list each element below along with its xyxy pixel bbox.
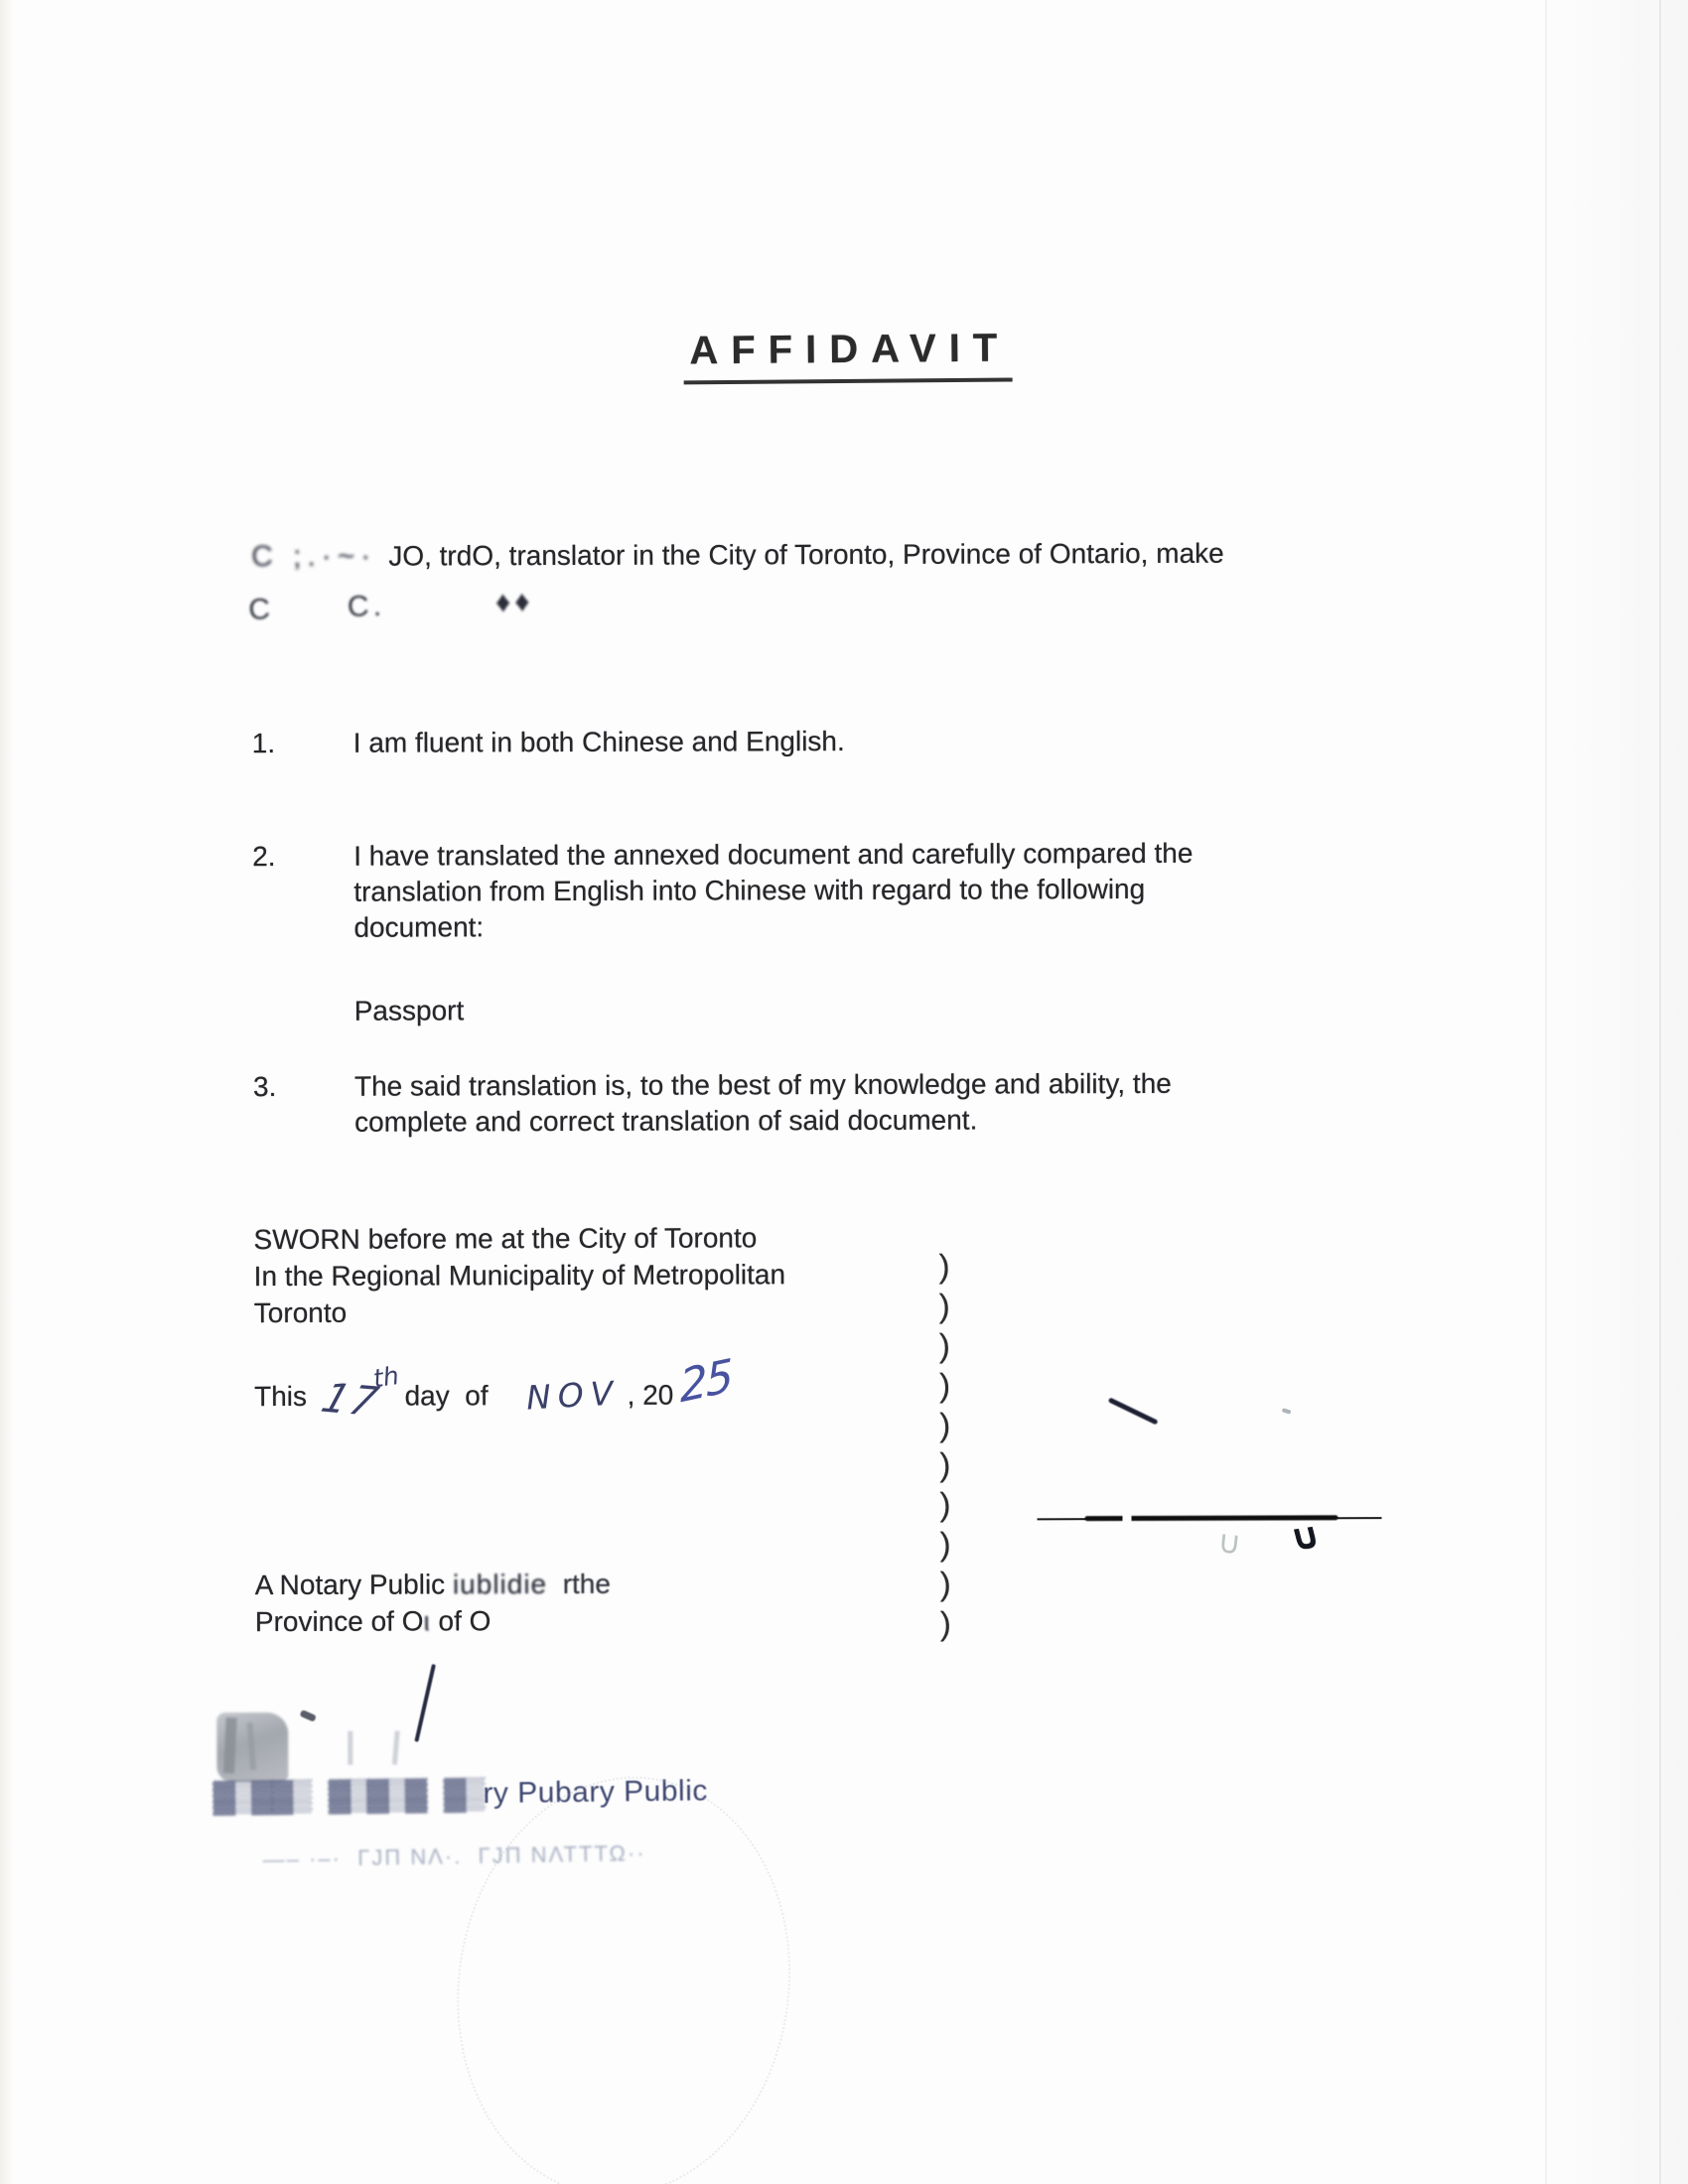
intro-paragraph (251, 536, 1224, 575)
item-text: The said translation is, to the best of my knowledge and ability, the complete and correct translation of said document. (353, 1067, 1172, 1138)
notary-title-block (255, 1566, 611, 1640)
numbered-item (253, 1065, 1365, 1141)
handwritten-day: 17 (316, 1375, 386, 1427)
stamp-ghost-ring (431, 1755, 816, 2184)
pen-mark (1108, 1397, 1159, 1425)
pen-mark-faint (1282, 1408, 1292, 1415)
this-label: This (254, 1380, 308, 1413)
title-row (0, 325, 1686, 386)
stamp-smudge-glyphs: ▓▒▓▒▓ (328, 1775, 425, 1812)
numbered-item (252, 835, 1364, 946)
handwritten-month: NOV (524, 1373, 621, 1418)
ink-speck (299, 1709, 316, 1722)
notary-label: A Notary Public (254, 1569, 446, 1601)
page-title: AFFIDAVIT (683, 327, 1012, 385)
year-prefix-label: , 20 (619, 1379, 674, 1411)
sworn-clause: SWORN before me at the City of Toronto In the Regional Municipality of Metropolitan Toronto (253, 1222, 786, 1329)
redacted-oath-marks: C C. ♦♦ (247, 585, 535, 626)
signature-line-gap (1122, 1515, 1131, 1524)
stamp-text-fragment: ry Pubary Public (483, 1774, 709, 1811)
day-of-label: day of (404, 1380, 489, 1412)
handwritten-year: 25 (678, 1348, 733, 1414)
province-label: Province of O (254, 1605, 424, 1638)
stamp-smudge-glyphs: ▓▒ (443, 1775, 483, 1811)
signature-stroke-faint: ∪ (1215, 1522, 1243, 1563)
date-line (254, 1348, 733, 1427)
smudge-stroke (223, 1717, 237, 1773)
province-fragment: of O (438, 1605, 492, 1637)
notary-line-2 (255, 1602, 611, 1640)
stamp-smudge-blob (216, 1712, 288, 1782)
jurat-paren-column: ) ) ) ) ) ) ) ) ) ) (938, 1247, 951, 1642)
item-number: 1. (251, 727, 276, 759)
item-text: I have translated the annexed document and carefully compared the translation from English into Chinese with regard to the following document: (353, 837, 1194, 943)
faint-stamp-marks (348, 1730, 427, 1770)
overprint-smudge: ι (423, 1605, 431, 1637)
handwritten-day-suffix: th (370, 1360, 401, 1394)
redacted-name-smudge: C ;.·~· (251, 539, 377, 574)
smudge-stroke (247, 1722, 256, 1770)
notary-line-1 (255, 1566, 611, 1603)
intro-text: JO, trdO, translator in the City of Toronto, Province of Ontario, make (388, 537, 1224, 572)
overprint-smudge: iublidie (452, 1569, 548, 1600)
item-number: 2. (252, 840, 276, 873)
item-number: 3. (252, 1070, 277, 1103)
notary-signature-line (1037, 1514, 1381, 1523)
numbered-item (252, 722, 1364, 761)
item-text: I am fluent in both Chinese and English. (352, 725, 845, 758)
faded-stamp-text: ―– ·–· ΓJΠ ΝΛ·. ΓJΠ ΝΛΤΤΤΩ·· (262, 1841, 646, 1872)
signature-stroke: ∪ (1285, 1513, 1326, 1560)
document-type-label: Passport (353, 995, 465, 1026)
stamp-smudge-glyphs: ▓▒▓▓▒ (212, 1777, 310, 1814)
overprint-fragment: rthe (562, 1568, 611, 1599)
